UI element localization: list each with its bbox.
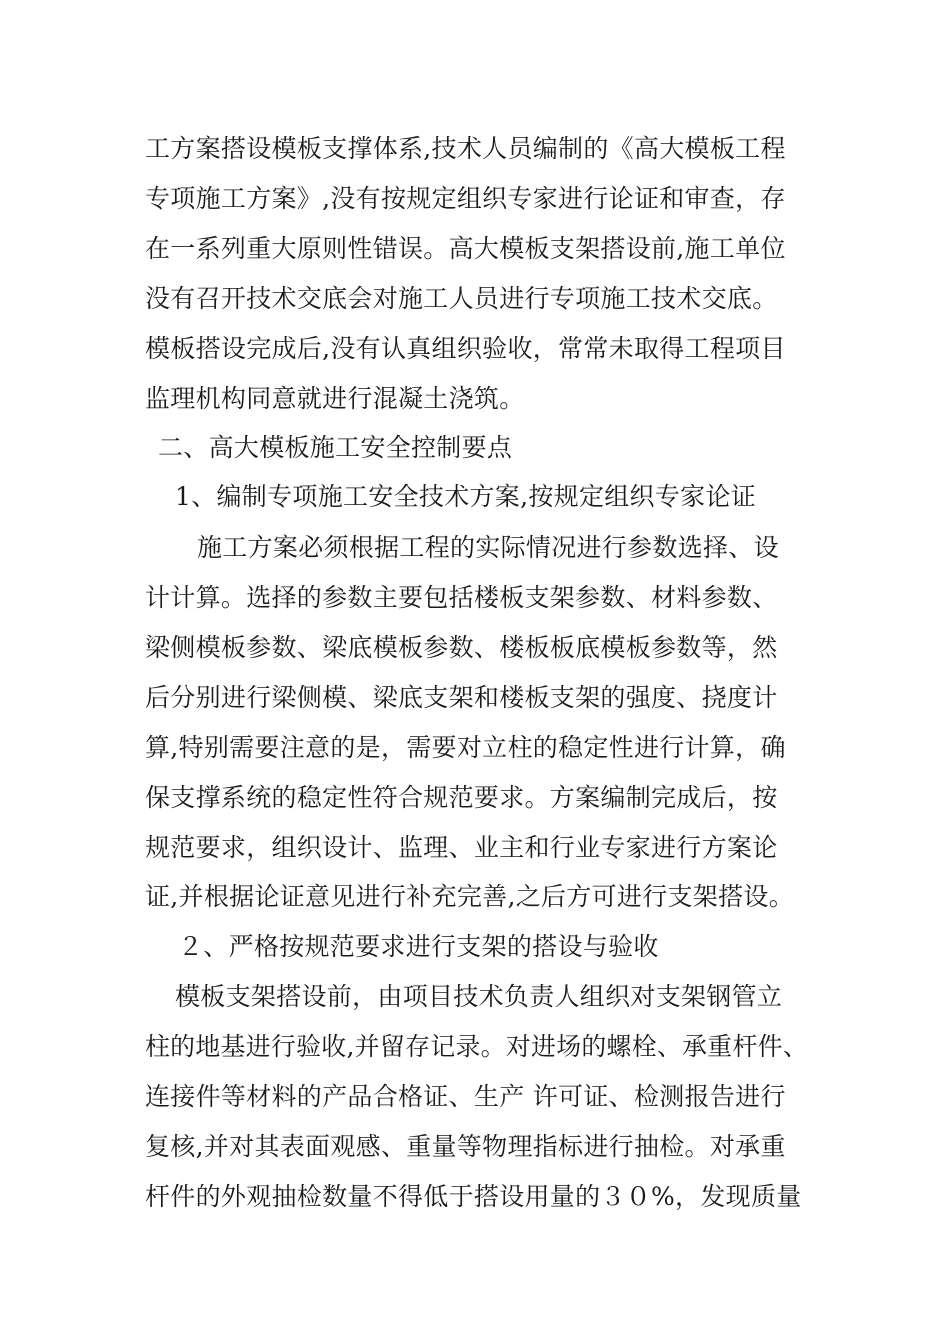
subsection-heading: ２、严格按规范要求进行支架的搭设与验收 (178, 932, 659, 961)
text-line: 工方案搭设模板支撑体系,技术人员编制的《高大模板工程 (145, 134, 786, 163)
text-line: 在一系列重大原则性错误。高大模板支架搭设前,施工单位 (145, 234, 786, 263)
text-line: 梁侧模板参数、梁底模板参数、楼板板底模板参数等，然 (145, 633, 778, 662)
text-line: 规范要求，组织设计、监理、业主和行业专家进行方案论 (145, 833, 778, 862)
text-line: 没有召开技术交底会对施工人员进行专项施工技术交底。 (145, 284, 778, 313)
text-line: 施工方案必须根据工程的实际情况进行参数选择、设 (197, 533, 779, 562)
text-line: 算,特别需要注意的是，需要对立柱的稳定性进行计算，确 (145, 733, 786, 762)
text-line: 保支撑系统的稳定性符合规范要求。方案编制完成后，按 (145, 783, 778, 812)
text-line: 模板搭设完成后,没有认真组织验收，常常未取得工程项目 (145, 334, 786, 363)
text-line: 复核,并对其表面观感、重量等物理指标进行抽检。对承重 (145, 1132, 786, 1161)
section-heading: 二、高大模板施工安全控制要点 (158, 433, 513, 462)
text-line: 连接件等材料的产品合格证、生产 许可证、检测报告进行 (145, 1082, 786, 1111)
text-line: 柱的地基进行验收,并留存记录。对进场的螺栓、承重杆件、 (145, 1032, 809, 1061)
text-line: 专项施工方案》,没有按规定组织专家进行论证和审查，存 (145, 184, 786, 213)
text-line: 模板支架搭设前，由项目技术负责人组织对支架钢管立 (175, 982, 783, 1011)
text-line: 后分别进行梁侧模、梁底支架和楼板支架的强度、挠度计 (145, 683, 778, 712)
text-line: 证,并根据论证意见进行补充完善,之后方可进行支架搭设。 (145, 882, 794, 911)
subsection-heading: 1、编制专项施工安全技术方案,按规定组织专家论证 (175, 482, 757, 511)
text-line: 杆件的外观抽检数量不得低于搭设用量的３０%，发现质量 (145, 1182, 802, 1211)
text-line: 计计算。选择的参数主要包括楼板支架参数、材料参数、 (145, 583, 778, 612)
text-line: 监理机构同意就进行混凝土浇筑。 (145, 384, 525, 413)
